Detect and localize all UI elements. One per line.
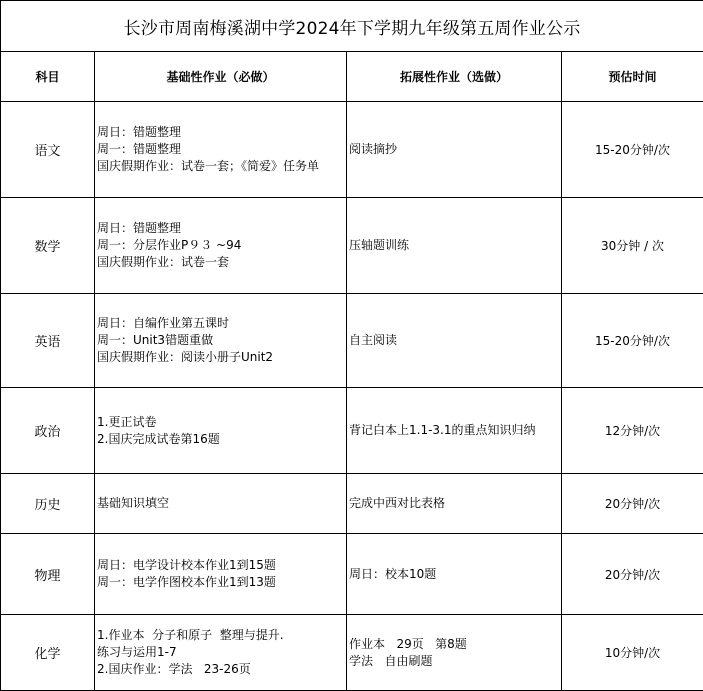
extended-homework-cell (347, 615, 562, 691)
basic-homework-cell (95, 294, 347, 388)
extended-homework-cell (347, 388, 562, 474)
basic-line: 基础知识填空 (97, 495, 346, 512)
extended-line: 作业本 29页 第8题 (349, 636, 561, 653)
basic-homework-cell (95, 388, 347, 474)
extended-homework-cell (347, 474, 562, 534)
basic-line: 2.国庆完成试卷第16题 (97, 431, 346, 448)
subject-cell: 物理 (1, 534, 95, 615)
basic-line: 周一：错题整理 (97, 141, 346, 158)
table-row (1, 474, 703, 534)
subject-cell: 数学 (1, 198, 95, 294)
title-row (1, 1, 703, 52)
extended-line: 学法 自由刷题 (349, 653, 561, 670)
basic-line: 1.更正试卷 (97, 414, 346, 431)
basic-line: 2.国庆作业：学法 23-26页 (97, 661, 346, 678)
extended-line: 背记白本上1.1-3.1的重点知识归纳 (349, 422, 561, 439)
extended-line: 完成中西对比表格 (349, 495, 561, 512)
basic-line: 1.作业本 分子和原子 整理与提升. (97, 627, 346, 644)
header-time: 预估时间 (562, 52, 703, 102)
header-extended: 拓展性作业（选做） (347, 52, 562, 102)
basic-homework-cell (95, 615, 347, 691)
extended-line: 阅读摘抄 (349, 141, 561, 158)
basic-homework-cell (95, 474, 347, 534)
table-row (1, 102, 703, 198)
table-row (1, 534, 703, 615)
basic-line: 国庆假期作业：试卷一套；《简爱》任务单 (97, 158, 346, 175)
time-cell: 15-20分钟/次 (562, 102, 703, 198)
extended-line: 周日：校本10题 (349, 566, 561, 583)
page-title: 长沙市周南梅溪湖中学2024年下学期九年级第五周作业公示 (1, 1, 703, 52)
extended-homework-cell (347, 294, 562, 388)
basic-line: 周日：错题整理 (97, 220, 346, 237)
time-cell: 10分钟/次 (562, 615, 703, 691)
subject-cell: 化学 (1, 615, 95, 691)
time-cell: 20分钟/次 (562, 534, 703, 615)
table-row (1, 388, 703, 474)
basic-homework-cell (95, 198, 347, 294)
subject-cell: 历史 (1, 474, 95, 534)
table-row (1, 615, 703, 691)
table-row (1, 294, 703, 388)
table-row (1, 198, 703, 294)
extended-homework-cell (347, 534, 562, 615)
header-subject: 科目 (1, 52, 95, 102)
basic-homework-cell (95, 102, 347, 198)
time-cell: 12分钟/次 (562, 388, 703, 474)
basic-line: 周日：电学设计校本作业1到15题 (97, 557, 346, 574)
basic-line: 周一：电学作图校本作业1到13题 (97, 574, 346, 591)
extended-homework-cell (347, 102, 562, 198)
basic-homework-cell (95, 534, 347, 615)
extended-homework-cell (347, 198, 562, 294)
extended-line: 自主阅读 (349, 332, 561, 349)
header-basic: 基础性作业（必做） (95, 52, 347, 102)
basic-line: 周一：Unit3错题重做 (97, 332, 346, 349)
basic-line: 国庆假期作业：试卷一套 (97, 254, 346, 271)
basic-line: 周日：自编作业第五课时 (97, 315, 346, 332)
time-cell: 30分钟 / 次 (562, 198, 703, 294)
basic-line: 周日：错题整理 (97, 124, 346, 141)
subject-cell: 政治 (1, 388, 95, 474)
time-cell: 15-20分钟/次 (562, 294, 703, 388)
time-cell: 20分钟/次 (562, 474, 703, 534)
extended-line: 压轴题训练 (349, 237, 561, 254)
basic-line: 周一：分层作业P９３ ~94 (97, 237, 346, 254)
basic-line: 练习与运用1-7 (97, 644, 346, 661)
subject-cell: 英语 (1, 294, 95, 388)
basic-line: 国庆假期作业：阅读小册子Unit2 (97, 349, 346, 366)
header-row (1, 52, 703, 102)
subject-cell: 语文 (1, 102, 95, 198)
